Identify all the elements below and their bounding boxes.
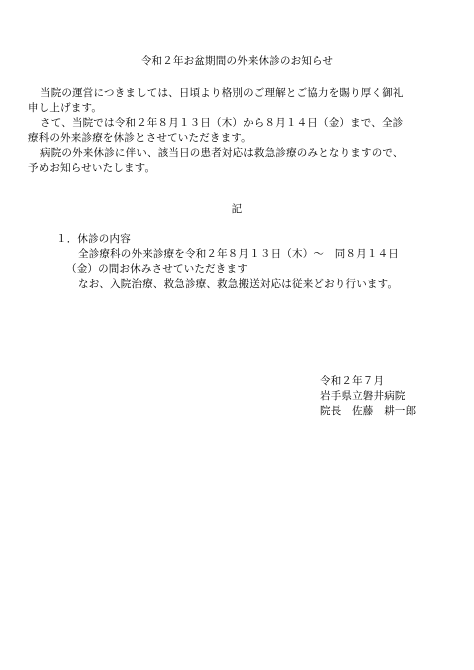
paragraph-1-line-1: 当院の運営につきましては、日頃より格別のご理解とご協力を賜り厚く御礼 xyxy=(40,87,404,99)
signature-director: 院長 佐藤 耕一郎 xyxy=(320,405,417,417)
section-heading: １．休診の内容 xyxy=(56,233,131,245)
signature-hospital: 岩手県立磐井病院 xyxy=(320,390,406,402)
ki-heading: 記 xyxy=(231,203,243,215)
section-line-2: （金）の間お休みさせていただきます xyxy=(66,263,248,275)
document-title: 令和２年お盆期間の外来休診のお知らせ xyxy=(140,55,334,67)
paragraph-2-line-2: 療科の外来診療を休診とさせていただきます。 xyxy=(28,132,252,144)
signature-date: 令和２年７月 xyxy=(320,375,385,387)
paragraph-3-line-2: 予めお知らせいたします。 xyxy=(28,162,156,174)
section-line-3: なお、入院治療、救急診療、救急搬送対応は従来どおり行います。 xyxy=(78,278,399,290)
section-line-1: 全診療科の外来診療を令和２年８月１３日（木）～ 同８月１４日 xyxy=(78,248,399,260)
paragraph-1-line-2: 申し上げます。 xyxy=(28,102,103,114)
paragraph-2-line-1: さて、当院では令和２年８月１３日（木）から８月１４日（金）まで、全診 xyxy=(40,117,404,129)
paragraph-3-line-1: 病院の外来休診に伴い、該当日の患者対応は救急診療のみとなりますので、 xyxy=(40,147,404,159)
